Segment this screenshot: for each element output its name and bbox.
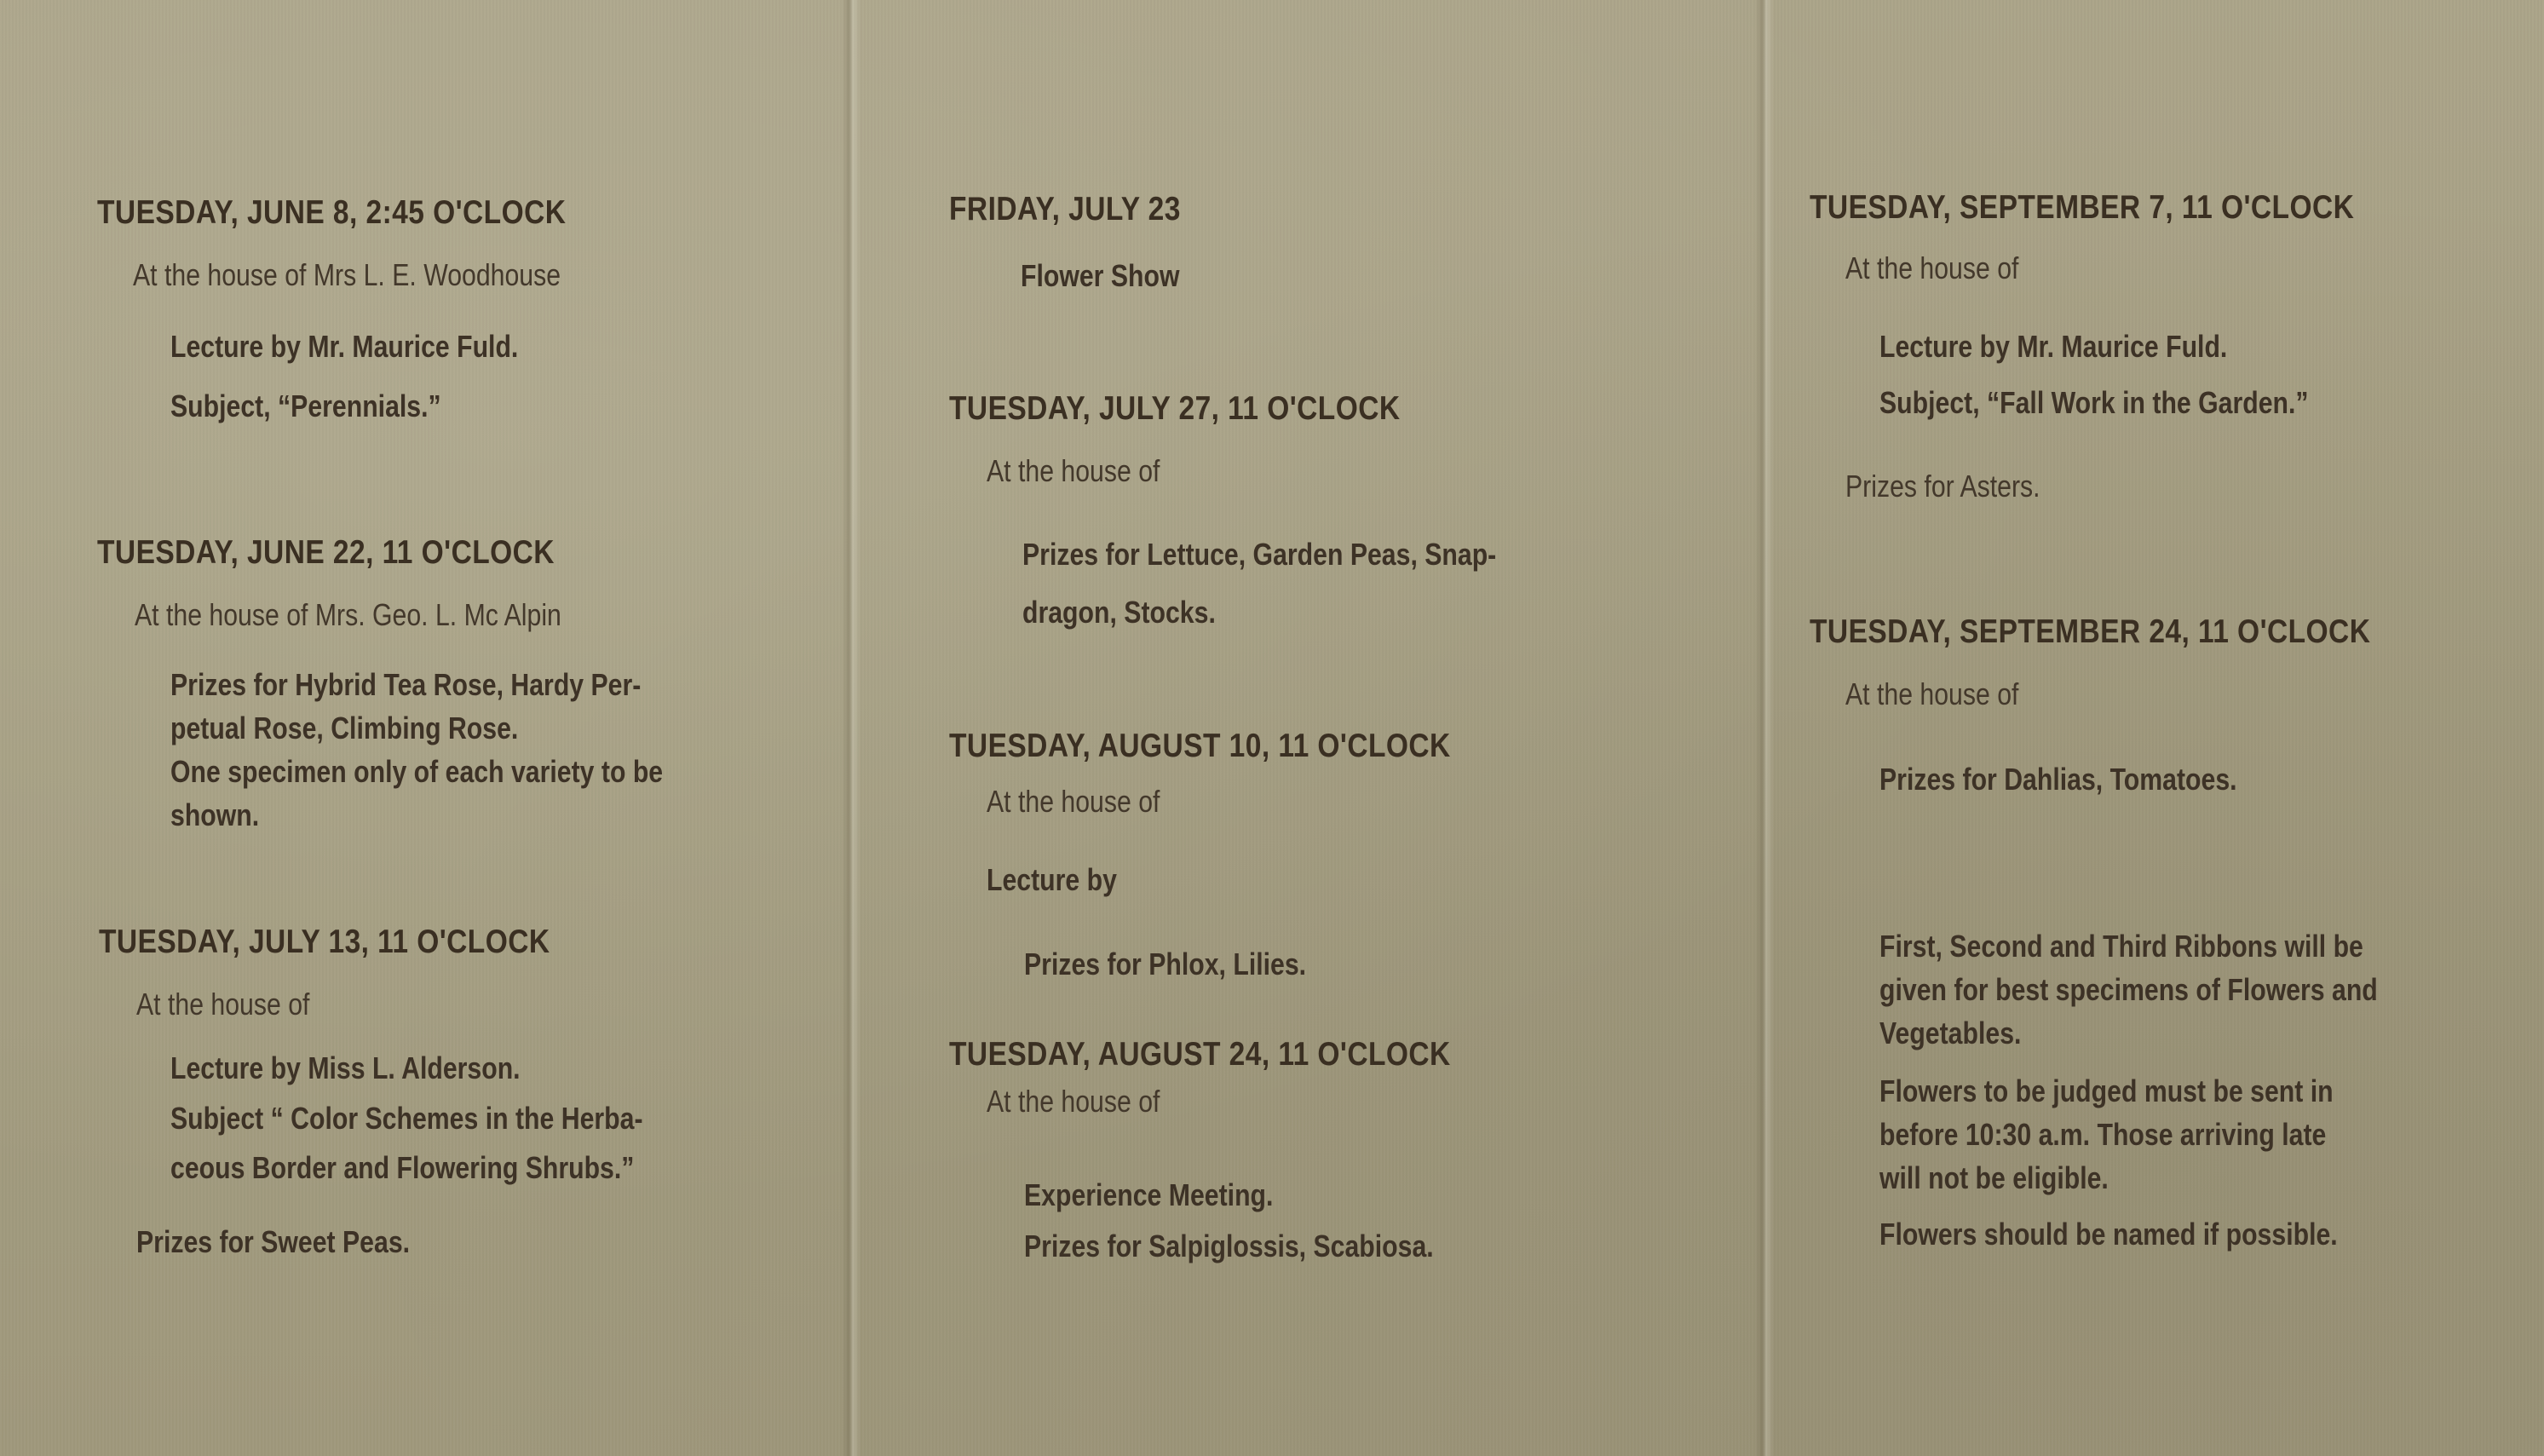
- event-detail: One specimen only of each variety to be: [170, 754, 664, 789]
- event-detail: Prizes for Lettuce, Garden Peas, Snap-: [1022, 537, 1497, 572]
- panel-right: [1764, 0, 2544, 1456]
- event-prizes: Prizes for Salpiglossis, Scabiosa.: [1024, 1229, 1434, 1263]
- event-heading: FRIDAY, JULY 23: [949, 191, 1181, 227]
- event-location: At the house of: [987, 784, 1160, 819]
- note-line: Flowers to be judged must be sent in: [1879, 1073, 2334, 1108]
- event-detail: dragon, Stocks.: [1022, 595, 1216, 630]
- event-detail: ceous Border and Flowering Shrubs.”: [170, 1150, 635, 1185]
- event-detail: Experience Meeting.: [1024, 1177, 1274, 1212]
- event-heading: TUESDAY, SEPTEMBER 24, 11 O'CLOCK: [1810, 613, 2371, 650]
- note-line: will not be eligible.: [1879, 1160, 2109, 1195]
- event-heading: TUESDAY, AUGUST 24, 11 O'CLOCK: [949, 1036, 1451, 1073]
- event-detail: Lecture by Miss L. Alderson.: [170, 1050, 521, 1085]
- event-heading: TUESDAY, JULY 27, 11 O'CLOCK: [949, 390, 1401, 427]
- event-prizes: Prizes for Phlox, Lilies.: [1024, 947, 1307, 981]
- panel-left: [0, 0, 843, 1456]
- event-location: At the house of: [987, 453, 1160, 488]
- event-location: At the house of: [1845, 250, 2019, 285]
- event-heading: TUESDAY, JUNE 22, 11 O'CLOCK: [97, 534, 555, 571]
- event-heading: TUESDAY, AUGUST 10, 11 O'CLOCK: [949, 728, 1451, 764]
- note-line: First, Second and Third Ribbons will be: [1879, 929, 2363, 964]
- event-detail: shown.: [170, 797, 260, 832]
- event-heading: TUESDAY, JUNE 8, 2:45 O'CLOCK: [97, 194, 567, 231]
- event-detail: Prizes for Hybrid Tea Rose, Hardy Per-: [170, 667, 642, 702]
- event-location: At the house of Mrs. Geo. L. Mc Alpin: [135, 597, 561, 632]
- event-detail: Lecture by Mr. Maurice Fuld.: [170, 329, 519, 364]
- note-line: before 10:30 a.m. Those arriving late: [1879, 1117, 2327, 1152]
- event-location: At the house of: [987, 1084, 1160, 1119]
- event-detail: Subject, “Fall Work in the Garden.”: [1879, 385, 2309, 420]
- event-prizes: Prizes for Dahlias, Tomatoes.: [1879, 762, 2237, 797]
- event-heading: TUESDAY, JULY 13, 11 O'CLOCK: [99, 924, 550, 960]
- note-line: Flowers should be named if possible.: [1879, 1217, 2338, 1252]
- event-detail: petual Rose, Climbing Rose.: [170, 711, 519, 745]
- event-detail: Flower Show: [1021, 258, 1180, 293]
- event-location: At the house of: [1845, 676, 2019, 711]
- event-prizes: Prizes for Asters.: [1845, 469, 2040, 504]
- event-heading: TUESDAY, SEPTEMBER 7, 11 O'CLOCK: [1810, 189, 2355, 226]
- panel-middle: [852, 0, 1755, 1456]
- event-detail: Subject, “Perennials.”: [170, 388, 441, 423]
- note-line: given for best specimens of Flowers and: [1879, 972, 2378, 1007]
- event-location: At the house of Mrs L. E. Woodhouse: [133, 257, 561, 292]
- event-prizes: Prizes for Sweet Peas.: [136, 1224, 411, 1259]
- note-line: Vegetables.: [1879, 1016, 2022, 1050]
- event-detail: Subject “ Color Schemes in the Herba-: [170, 1101, 643, 1136]
- event-detail: Lecture by Mr. Maurice Fuld.: [1879, 329, 2228, 364]
- event-detail: Lecture by: [987, 862, 1117, 897]
- event-location: At the house of: [136, 987, 310, 1022]
